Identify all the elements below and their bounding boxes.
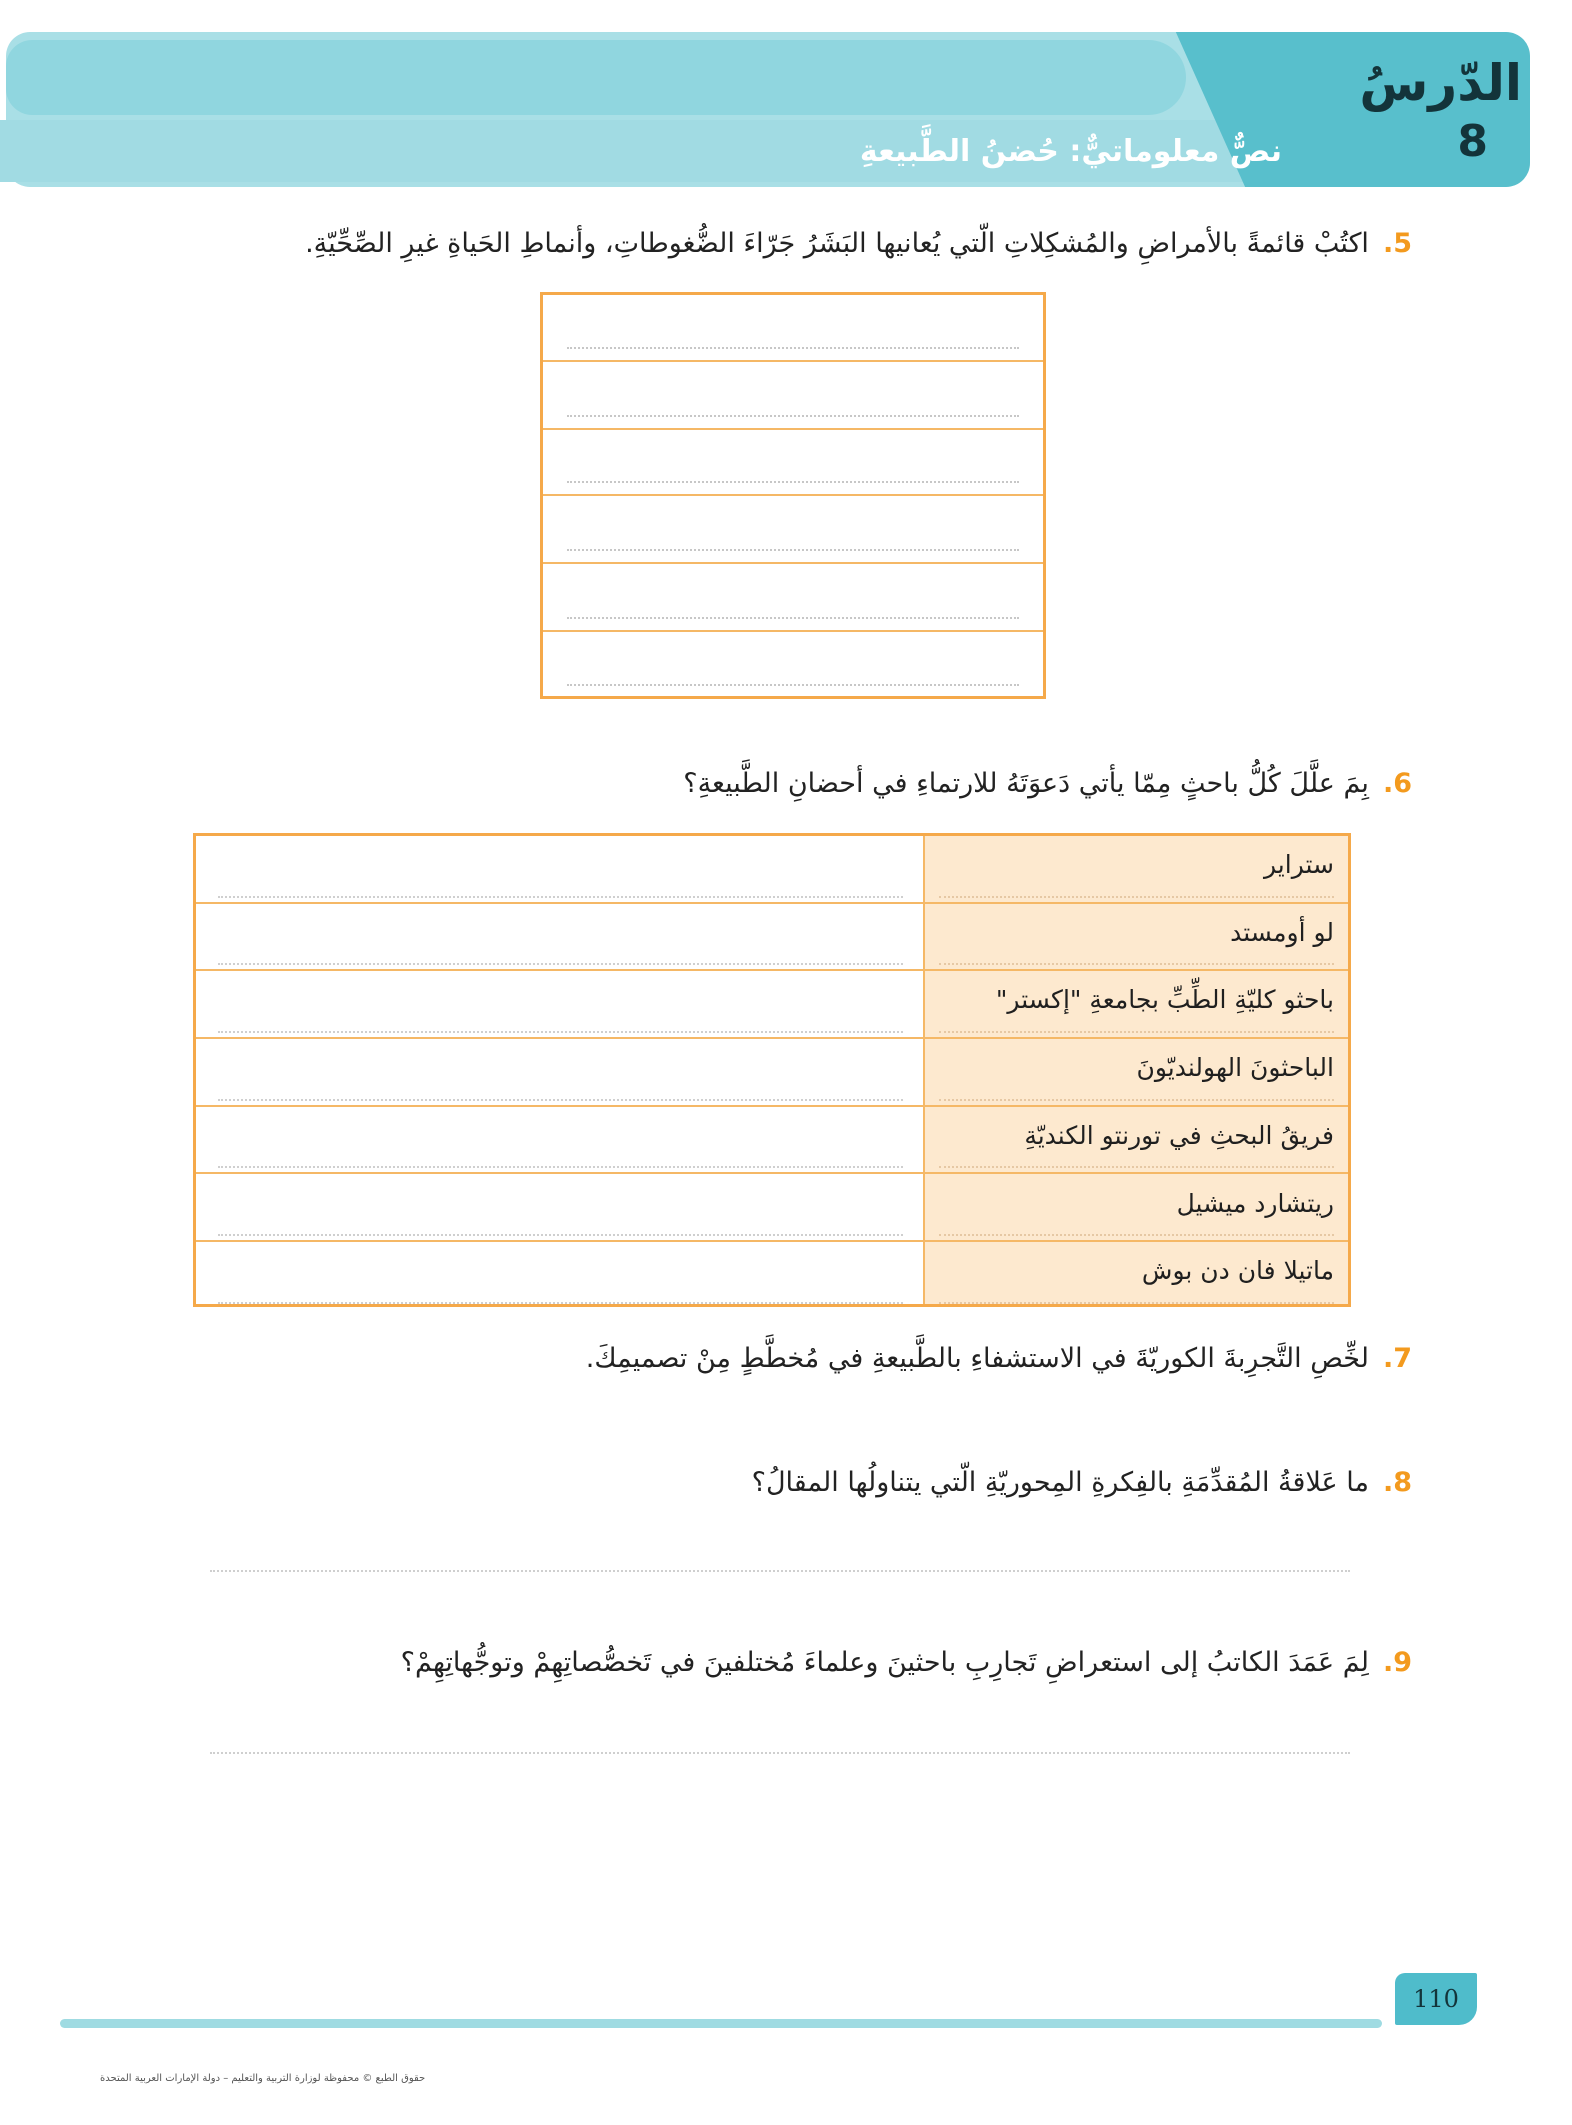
name-underline bbox=[939, 1166, 1334, 1168]
table-row[interactable] bbox=[196, 1242, 1348, 1310]
box-divider bbox=[543, 494, 1043, 496]
name-underline bbox=[939, 963, 1334, 965]
researchers-table bbox=[193, 833, 1351, 1307]
question-number: 7. bbox=[1382, 1343, 1412, 1374]
answer-line bbox=[218, 1166, 903, 1168]
researcher-name: باحثو كليّةِ الطِّبِّ بجامعةِ "إكستر" bbox=[995, 985, 1334, 1015]
page-number: 110 bbox=[1395, 1973, 1477, 2025]
writing-line bbox=[567, 415, 1019, 417]
name-underline bbox=[939, 1302, 1334, 1304]
header-top-band bbox=[6, 40, 1186, 115]
table-row[interactable] bbox=[196, 1039, 1348, 1107]
researcher-name: لو أومستد bbox=[1230, 917, 1334, 947]
lesson-label: الدّرسُ bbox=[1359, 54, 1522, 112]
question-6 bbox=[683, 768, 1412, 799]
question-number: 6. bbox=[1382, 768, 1412, 799]
writing-line bbox=[567, 347, 1019, 349]
question-8 bbox=[752, 1467, 1412, 1498]
answer-line bbox=[218, 1302, 903, 1304]
name-underline bbox=[939, 1234, 1334, 1236]
question-5 bbox=[305, 228, 1412, 259]
writing-line bbox=[567, 481, 1019, 483]
lesson-number: 8 bbox=[1457, 116, 1488, 167]
name-underline bbox=[939, 1099, 1334, 1101]
answer-line bbox=[218, 1099, 903, 1101]
footer-bar bbox=[60, 2019, 1382, 2028]
question-text: اكتُبْ قائمةً بالأمراضِ والمُشكِلاتِ الّتي يُعانيها البَشَرُ جَرّاءَ الضُّغوطاتِ، وأنماطِ الحَياةِ غيرِ الصِّحِّيّةِ. bbox=[305, 228, 1369, 259]
writing-line bbox=[567, 684, 1019, 686]
question-text: بِمَ علَّلَ كُلُّ باحثٍ مِمّا يأتي دَعوَتَهُ للارتماءِ في أحضانِ الطَّبيعةِ؟ bbox=[683, 768, 1369, 799]
box-divider bbox=[543, 428, 1043, 430]
answer-line bbox=[218, 1234, 903, 1236]
table-row[interactable] bbox=[196, 836, 1348, 904]
question-text: ما عَلاقةُ المُقدِّمَةِ بالفِكرةِ المِحوريّةِ الّتي يتناولُها المقالُ؟ bbox=[751, 1467, 1369, 1498]
copyright-notice: حقوق الطبع © محفوظة لوزارة التربية والتعليم – دولة الإمارات العربية المتحدة bbox=[100, 2073, 426, 2084]
researcher-name: ماتيلا فان دن بوش bbox=[1141, 1256, 1334, 1286]
lesson-subtitle: نصٌّ معلوماتيٌّ: حُضنُ الطَّبيعةِ bbox=[859, 134, 1282, 169]
box-divider bbox=[543, 630, 1043, 632]
question-number: 8. bbox=[1382, 1467, 1412, 1498]
researcher-name: الباحثونَ الهولنديّونَ bbox=[1136, 1053, 1334, 1083]
table-row[interactable] bbox=[196, 904, 1348, 972]
box-divider bbox=[543, 360, 1043, 362]
answer-line bbox=[218, 1031, 903, 1033]
name-underline bbox=[939, 1031, 1334, 1033]
question-text: لخِّصِ التَّجرِبةَ الكوريّةَ في الاستشفاءِ بالطَّبيعةِ في مُخطَّطٍ مِنْ تصميمِكَ. bbox=[585, 1343, 1369, 1374]
question-text: لِمَ عَمَدَ الكاتبُ إلى استعراضِ تَجارِبِ باحثينَ وعلماءَ مُختلفينَ في تَخصُّصاتِهِمْ وتوجُّهاتِهِمْ؟ bbox=[400, 1647, 1369, 1678]
question-9 bbox=[401, 1647, 1412, 1678]
question-7 bbox=[586, 1343, 1412, 1374]
answer-line-q8[interactable] bbox=[210, 1570, 1350, 1572]
box-divider bbox=[543, 562, 1043, 564]
researcher-name: ريتشارد ميشيل bbox=[1176, 1188, 1334, 1218]
table-row[interactable] bbox=[196, 1107, 1348, 1175]
table-row[interactable] bbox=[196, 971, 1348, 1039]
question-number: 9. bbox=[1382, 1647, 1412, 1678]
answer-line bbox=[218, 896, 903, 898]
name-underline bbox=[939, 896, 1334, 898]
answer-line-q9[interactable] bbox=[210, 1752, 1350, 1754]
table-row[interactable] bbox=[196, 1175, 1348, 1243]
writing-line bbox=[567, 617, 1019, 619]
question-number: 5. bbox=[1382, 228, 1412, 259]
researcher-name: ستراير bbox=[1264, 850, 1334, 879]
researcher-name: فريقُ البحثِ في تورنتو الكنديّةِ bbox=[1024, 1120, 1334, 1150]
answer-line bbox=[218, 963, 903, 965]
answer-box-q5[interactable] bbox=[540, 292, 1046, 699]
writing-line bbox=[567, 549, 1019, 551]
